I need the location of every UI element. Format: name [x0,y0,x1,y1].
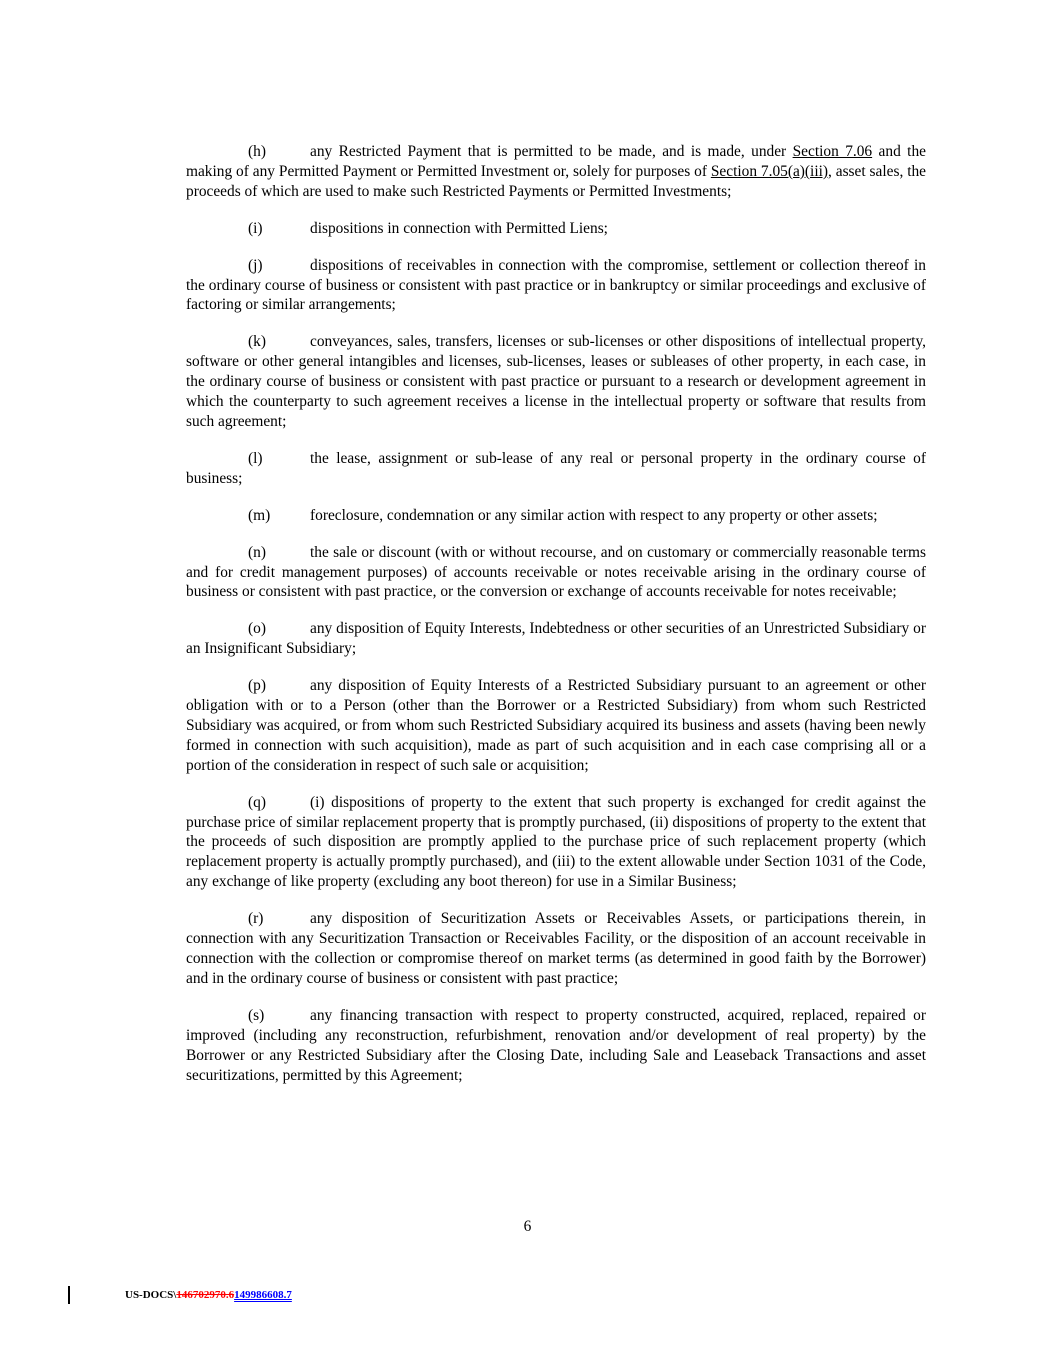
clause-paragraph [186,1006,926,1086]
clause-label: (s) [248,1006,265,1024]
clause-paragraph [186,506,926,526]
clause-text: , asset sales, the proceeds of which are used to make such Restricted Payments or Permitted Investments; [186,162,927,200]
footer-doc-id [125,1289,292,1301]
clause-paragraph [186,142,926,202]
clause-text: foreclosure, condemnation or any similar action with respect to any property or other assets; [310,506,878,524]
clause-paragraph [186,256,926,316]
clause-text: any disposition of Securitization Assets or Receivables Assets, or participations therein, in connection with any Securitization Transaction or Receivables Facility, or the disposition of an account receivable in connection with the collection or compromise thereof on market terms (as determined in good faith by the Borrower) and in the ordinary course of business or consistent with past practice; [186,910,926,987]
clause-label: (n) [248,543,266,561]
clause-paragraph [186,793,926,893]
clause-label: (k) [248,333,266,351]
clause-text: dispositions in connection with Permitted Liens; [310,219,608,237]
clause-label: (q) [248,793,266,811]
footer-prefix: US-DOCS\ [125,1289,177,1301]
clause-text: and the making of any Permitted Payment or Permitted Investment or, solely for purposes of [186,143,926,180]
clause-paragraph [186,676,926,776]
clause-text: (i) dispositions of property to the extent that such property is exchanged for credit against the purchase price of similar replacement property that is promptly purchased, (ii) dispositions of property to the extent that the proceeds of such disposition are promptly applied to the purchase price of such replacement property (which replacement property is actually promptly purchased), and (iii) to the extent allowable under Section 1031 of the Code, any exchange of like property (excluding any boot thereon) for use in a Similar Business; [186,793,926,891]
clause-label: (r) [248,910,264,928]
section-reference: Section 7.05(a)(iii) [710,162,828,180]
footer-inserted-number: 149986608.7 [234,1289,292,1301]
clause-label: (o) [248,620,266,638]
clause-paragraph [186,332,926,432]
clause-text: the sale or discount (with or without recourse, and on customary or commercially reasonable terms and for credit management purposes) of accounts receivable or notes receivable arising in the ordinary course of business or consistent with past practice, or the conversion or exchange of accounts receivable for notes receivable; [186,543,926,601]
clause-text: any disposition of Equity Interests of a Restricted Subsidiary pursuant to an agreement or other obligation with or to a Person (other than the Borrower or a Restricted Subsidiary) from whom such Restricted Subsidiary was acquired, or from whom such Restricted Subsidiary acquired its business and assets (having been newly formed in connection with such acquisition), made as part of such acquisition and in each case comprising all or a portion of the consideration in respect of such sale or acquisition; [186,677,926,774]
clause-paragraph [186,449,926,489]
document-body [186,142,926,1102]
clause-text: any Restricted Payment that is permitted to be made, and is made, under [310,143,793,160]
footer-deleted-number: 146702970.6 [176,1289,235,1301]
clause-text: any disposition of Equity Interests, Indebtedness or other securities of an Unrestricted Subsidiary or an Insignificant Subsidiary; [186,620,926,658]
clause-label: (h) [248,143,266,160]
clause-label: (m) [248,506,271,524]
clause-label: (l) [248,449,263,467]
page-number: 6 [523,1218,532,1235]
clause-label: (j) [248,256,263,274]
clause-label: (i) [248,219,263,237]
clause-label: (p) [248,677,266,695]
section-reference: Section 7.06 [792,143,873,160]
clause-text: dispositions of receivables in connection with the compromise, settlement or collection thereof in the ordinary course of business or consistent with past practice or in bankruptcy or similar proceedings and exclusive of factoring or similar arrangements; [186,256,926,314]
clause-text: any financing transaction with respect to property constructed, acquired, replaced, repaired or improved (including any reconstruction, refurbishment, renovation and/or development of real property) by the Borrower or any Restricted Subsidiary after the Closing Date, including Sale and Leaseback Transactions and asset securitizations, permitted by this Agreement; [186,1006,926,1084]
clause-paragraph [186,219,926,239]
clause-text: conveyances, sales, transfers, licenses or sub-licenses or other dispositions of intellectual property, software or other general intangibles and licenses, sub-licenses, leases or subleases of other property, in each case, in the ordinary course of business or consistent with past practice or pursuant to a research or development agreement in which the counterparty to such agreement receives a license in the intellectual property or software that results from such agreement; [186,333,926,430]
clause-paragraph [186,909,926,989]
clause-paragraph [186,543,926,603]
clause-paragraph [186,619,926,659]
clause-text: the lease, assignment or sub-lease of any real or personal property in the ordinary course of business; [186,449,926,487]
change-bar [68,1286,70,1304]
